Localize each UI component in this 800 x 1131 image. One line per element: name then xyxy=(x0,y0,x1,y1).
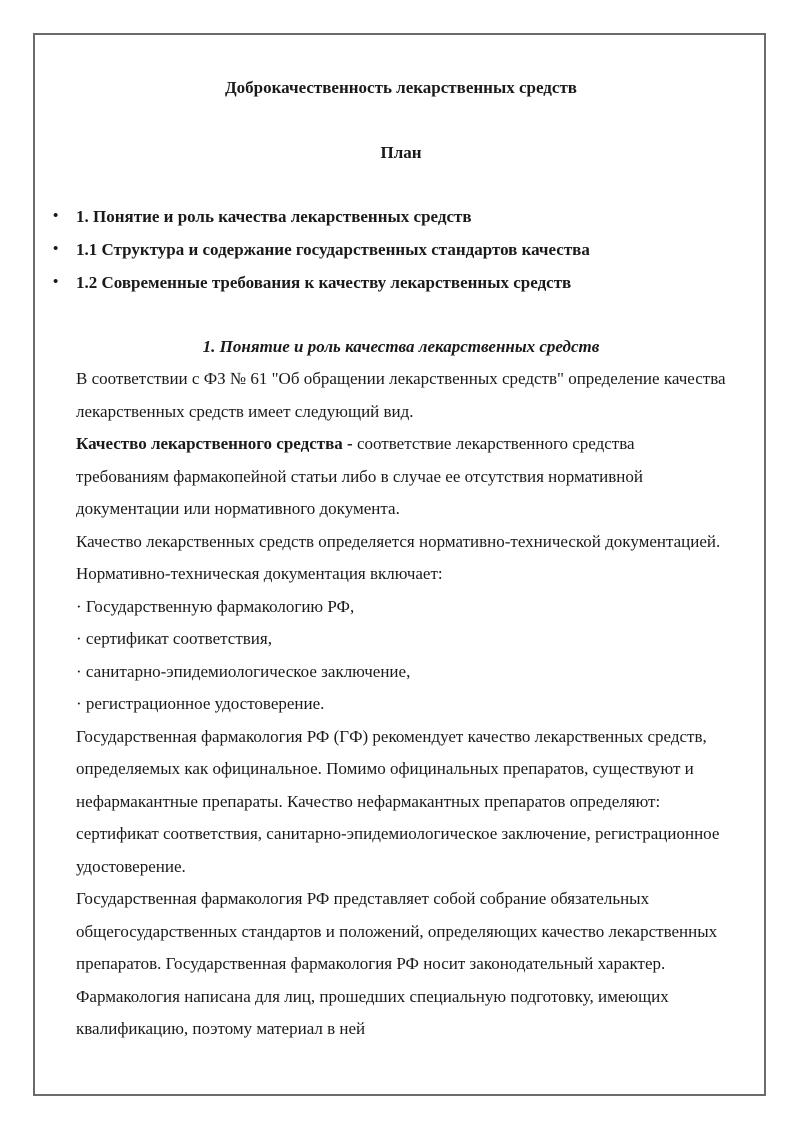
definition-text: соответствие лекарственного средства требованиям фармакопейной статьи либо в случае ее отсутствия нормативной документации или нормативного документа. xyxy=(76,434,643,518)
list-item: · санитарно-эпидемиологическое заключение, xyxy=(76,661,411,681)
document-body xyxy=(53,72,726,1046)
toc-item xyxy=(53,233,726,266)
bullet-icon: • xyxy=(53,208,59,224)
toc-item-label: 1. Понятие и роль качества лекарственных средств xyxy=(76,207,472,226)
toc-item-label: 1.1 Структура и содержание государственных стандартов качества xyxy=(76,240,590,259)
paragraph-quality-definition xyxy=(76,428,726,526)
paragraph-gf-description: Государственная фармакология РФ представляет собой собрание обязательных общегосударственных стандартов и положений, определяющих качество лекарственных препаратов. Государственная фармакология РФ носит законодательный характер. Фармакология написана для лиц, прошедших специальную подготовку, имеющих квалификацию, поэтому материал в ней xyxy=(76,889,718,1038)
table-of-contents xyxy=(53,200,726,299)
bullet-icon: • xyxy=(53,241,59,257)
document-title: Доброкачественность лекарственных средств xyxy=(224,78,577,97)
toc-item-label: 1.2 Современные требования к качеству лекарственных средств xyxy=(76,273,572,292)
plan-title: План xyxy=(380,143,422,162)
paragraph-normative-docs: Качество лекарственных средств определяется нормативно-технической документацией. Нормативно-техническая документация включает: xyxy=(76,531,721,583)
section-heading: 1. Понятие и роль качества лекарственных средств xyxy=(202,337,600,356)
list-item: · регистрационное удостоверение. xyxy=(76,694,325,713)
list-item: · сертификат соответствия, xyxy=(76,629,272,648)
definition-term: Качество лекарственного средства - xyxy=(76,434,353,453)
list-item: · Государственную фармакологию РФ, xyxy=(76,596,355,616)
toc-item xyxy=(53,266,726,299)
bullet-icon: • xyxy=(53,274,59,290)
toc-item xyxy=(53,200,726,233)
paragraph-fz-definition: В соответствии с ФЗ № 61 "Об обращении лекарственных средств" определение качества лекарственных средств имеет следующий вид. xyxy=(76,369,726,421)
paragraph-gf-recommends: Государственная фармакология РФ (ГФ) рекомендует качество лекарственных средств, определяемых как официнальное. Помимо официнальных препаратов, существуют и нефармакантные препараты. Качество нефармакантных препаратов определяют: сертификат соответствия, санитарно-эпидемиологическое заключение, регистрационное удостоверение. xyxy=(76,726,720,876)
